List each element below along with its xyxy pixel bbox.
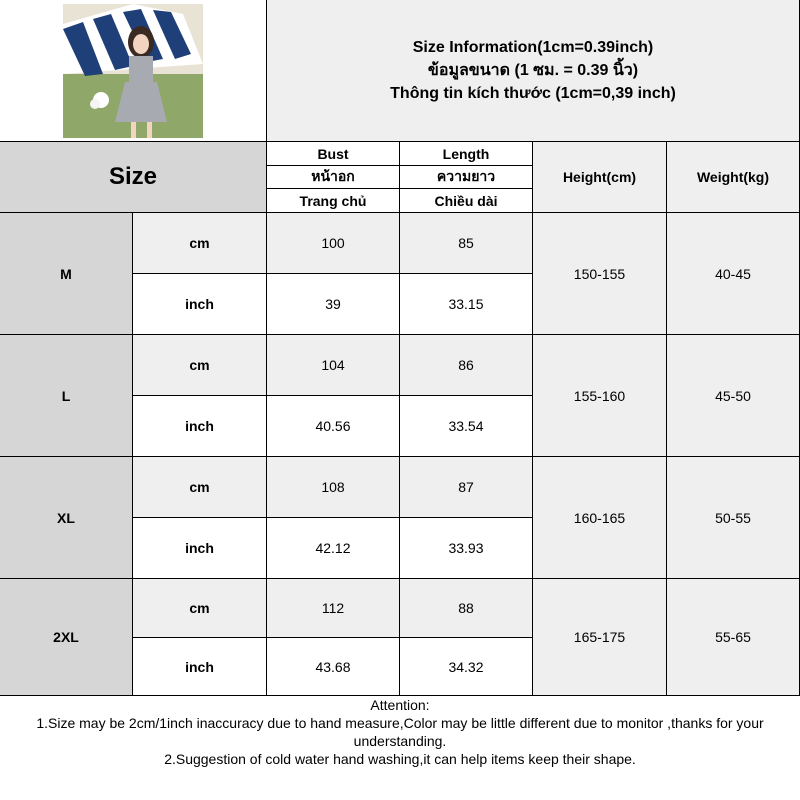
height-value: 155-160 xyxy=(533,335,667,457)
length-inch-value: 33.93 xyxy=(400,518,533,579)
length-header-thai: ความยาว xyxy=(400,166,533,189)
unit-label-inch: inch xyxy=(133,396,267,457)
length-header-english: Length xyxy=(400,142,533,166)
attention-title: Attention: xyxy=(370,697,430,713)
unit-label-inch: inch xyxy=(133,518,267,579)
unit-label-inch: inch xyxy=(133,638,267,696)
length-inch-value: 33.54 xyxy=(400,396,533,457)
model-wearing-dress-photo-icon xyxy=(63,4,203,138)
attention-notes xyxy=(0,696,800,800)
bust-cm-value: 104 xyxy=(267,335,400,396)
length-inch-value: 33.15 xyxy=(400,274,533,335)
length-cm-value: 87 xyxy=(400,457,533,518)
bust-inch-value: 42.12 xyxy=(267,518,400,579)
weight-value: 45-50 xyxy=(667,335,800,457)
bust-inch-value: 40.56 xyxy=(267,396,400,457)
bust-inch-value: 39 xyxy=(267,274,400,335)
unit-label-inch: inch xyxy=(133,274,267,335)
header-line-english: Size Information(1cm=0.39inch) xyxy=(412,39,654,56)
weight-value: 50-55 xyxy=(667,457,800,579)
unit-label-cm: cm xyxy=(133,335,267,396)
length-cm-value: 88 xyxy=(400,579,533,638)
length-cm-value: 85 xyxy=(400,213,533,274)
weight-value: 40-45 xyxy=(667,213,800,335)
size-column-header: Size xyxy=(0,142,267,213)
bust-cm-value: 108 xyxy=(267,457,400,518)
weight-column-header: Weight(kg) xyxy=(667,142,800,213)
size-label-xl: XL xyxy=(0,457,133,579)
bust-cm-value: 112 xyxy=(267,579,400,638)
unit-label-cm: cm xyxy=(133,579,267,638)
header-line-thai: ข้อมูลขนาด (1 ซม. = 0.39 นิ้ว) xyxy=(427,62,639,79)
attention-note-1: 1.Size may be 2cm/1inch inaccuracy due to hand measure,Color may be little different due to monitor ,thanks for your understanding. xyxy=(36,715,764,749)
bust-header-thai: หน้าอก xyxy=(267,166,400,189)
height-value: 150-155 xyxy=(533,213,667,335)
size-label-m: M xyxy=(0,213,133,335)
size-label-2xl: 2XL xyxy=(0,579,133,696)
bust-header-vietnamese: Trang chủ xyxy=(267,189,400,213)
attention-note-2: 2.Suggestion of cold water hand washing,it can help items keep their shape. xyxy=(164,751,636,767)
height-value: 165-175 xyxy=(533,579,667,696)
length-cm-value: 86 xyxy=(400,335,533,396)
height-value: 160-165 xyxy=(533,457,667,579)
bust-inch-value: 43.68 xyxy=(267,638,400,696)
header-line-vietnamese: Thông tin kích thước (1cm=0,39 inch) xyxy=(390,85,676,102)
weight-value: 55-65 xyxy=(667,579,800,696)
size-label-l: L xyxy=(0,335,133,457)
height-column-header: Height(cm) xyxy=(533,142,667,213)
product-photo xyxy=(0,0,267,142)
bust-header-english: Bust xyxy=(267,142,400,166)
unit-label-cm: cm xyxy=(133,457,267,518)
length-inch-value: 34.32 xyxy=(400,638,533,696)
length-header-vietnamese: Chiều dài xyxy=(400,189,533,213)
unit-label-cm: cm xyxy=(133,213,267,274)
size-information-header xyxy=(267,0,800,142)
bust-cm-value: 100 xyxy=(267,213,400,274)
